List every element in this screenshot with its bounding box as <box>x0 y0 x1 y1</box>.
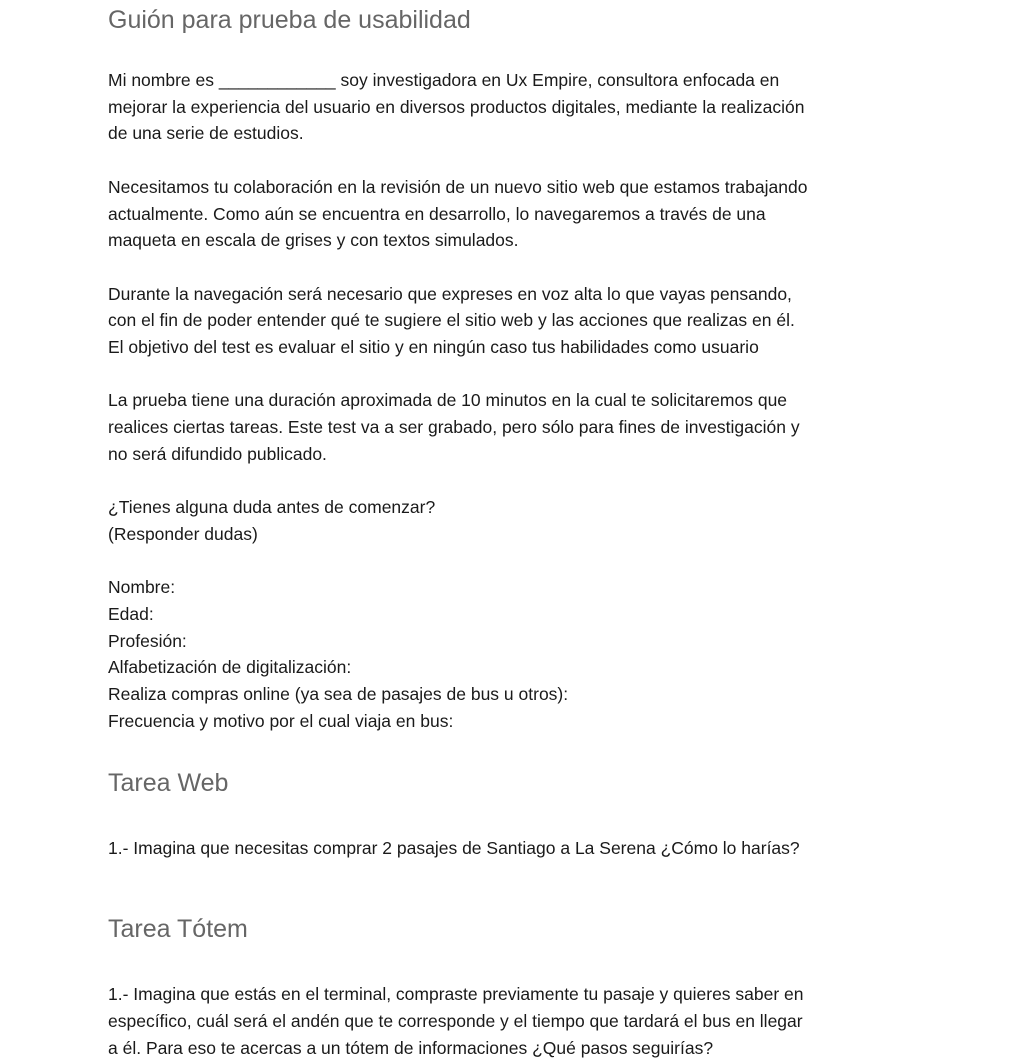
questions-paragraph <box>108 494 928 547</box>
text-line: actualmente. Como aún se encuentra en desarrollo, lo navegaremos a través de una <box>108 203 766 224</box>
intro-paragraph-1 <box>108 67 928 147</box>
intro-paragraph-2 <box>108 174 928 254</box>
section-heading-tarea-web: Tarea Web <box>108 768 229 797</box>
participant-fields <box>108 574 928 734</box>
task-totem-1 <box>108 981 928 1061</box>
text-line: a él. Para eso te acercas a un tótem de informaciones ¿Qué pasos seguirías? <box>108 1037 714 1058</box>
field-label-alfabetizacion: Alfabetización de digitalización: <box>108 657 352 678</box>
text-line: Durante la navegación será necesario que expreses en voz alta lo que vayas pensando, <box>108 283 792 304</box>
text-line: La prueba tiene una duración aproximada de 10 minutos en la cual te solicitaremos que <box>108 390 788 411</box>
text-line: Mi nombre es ____________ soy investigadora en Ux Empire, consultora enfocada en <box>108 70 780 90</box>
text-line: maqueta en escala de grises y con textos simulados. <box>108 230 519 251</box>
text-line: (Responder dudas) <box>108 523 258 544</box>
field-label-frecuencia: Frecuencia y motivo por el cual viaja en bus: <box>108 710 454 731</box>
text-line: Necesitamos tu colaboración en la revisión de un nuevo sitio web que estamos trabajando <box>108 176 808 197</box>
text-line: de una serie de estudios. <box>108 123 304 144</box>
page-title: Guión para prueba de usabilidad <box>108 6 471 34</box>
field-label-nombre: Nombre: <box>108 577 176 598</box>
text-line: El objetivo del test es evaluar el sitio y en ningún caso tus habilidades como usuario <box>108 337 759 357</box>
text-line: ¿Tienes alguna duda antes de comenzar? <box>108 497 436 518</box>
text-line: 1.- Imagina que estás en el terminal, compraste previamente tu pasaje y quieres saber en <box>108 984 804 1005</box>
field-label-edad: Edad: <box>108 603 154 624</box>
text-line: 1.- Imagina que necesitas comprar 2 pasajes de Santiago a La Serena ¿Cómo lo harías? <box>108 837 800 858</box>
task-web-1 <box>108 835 928 862</box>
intro-paragraph-3 <box>108 281 928 361</box>
field-label-compras-online: Realiza compras online (ya sea de pasajes de bus u otros): <box>108 684 569 705</box>
field-label-profesion: Profesión: <box>108 630 187 651</box>
text-line: mejorar la experiencia del usuario en diversos productos digitales, mediante la realización <box>108 96 805 117</box>
intro-paragraph-4 <box>108 387 928 467</box>
section-heading-tarea-totem: Tarea Tótem <box>108 915 248 944</box>
text-line: con el fin de poder entender qué te sugiere el sitio web y las acciones que realizas en él. <box>108 310 795 331</box>
text-line: específico, cuál será el andén que te corresponde y el tiempo que tardará el bus en llegar <box>108 1010 803 1031</box>
text-line: realices ciertas tareas. Este test va a ser grabado, pero sólo para fines de investigación y <box>108 417 800 438</box>
text-line: no será difundido publicado. <box>108 443 327 464</box>
document-body <box>108 0 928 1061</box>
